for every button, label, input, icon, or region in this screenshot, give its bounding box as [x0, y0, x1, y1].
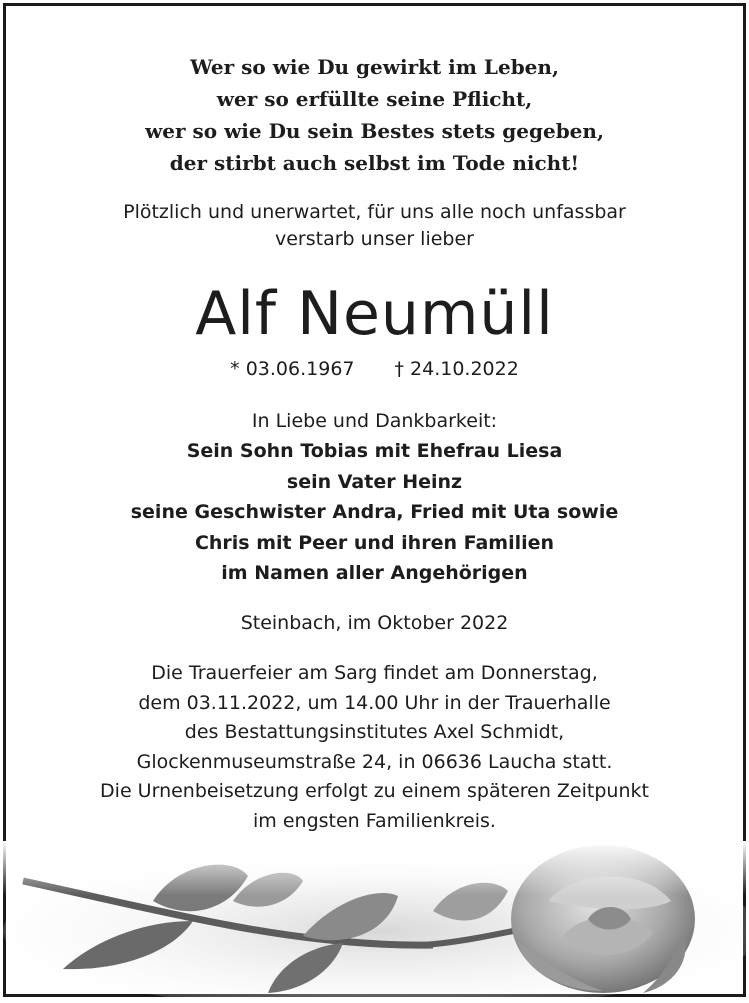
rose-illustration: [3, 841, 746, 997]
ceremony-details: [3, 659, 746, 836]
intro-line: Plötzlich und unerwartet, für uns alle noch unfassbar: [123, 201, 626, 223]
place-and-date: Steinbach, im Oktober 2022: [240, 612, 509, 634]
ceremony-line: im engsten Familienkreis.: [253, 809, 496, 832]
ceremony-line: dem 03.11.2022, um 14.00 Uhr in der Trauerhalle: [138, 691, 611, 714]
mourner-line: Chris mit Peer und ihren Familien: [194, 531, 555, 554]
deceased-name: Alf Neumüll: [195, 279, 554, 349]
intro-line: verstarb unser lieber: [275, 228, 474, 250]
memorial-poem: [3, 51, 746, 179]
obituary-notice: [3, 3, 746, 997]
life-dates: [3, 355, 746, 383]
mourner-line: Sein Sohn Tobias mit Ehefrau Liesa: [186, 440, 563, 462]
announcement-intro: [3, 199, 746, 253]
ceremony-line: des Bestattungsinstitutes Axel Schmidt,: [184, 721, 565, 743]
mourner-line: seine Geschwister Andra, Fried mit Uta sowie: [130, 501, 619, 523]
ceremony-line: Die Urnenbeisetzung erfolgt zu einem späteren Zeitpunkt: [100, 780, 649, 802]
mourners-list: [3, 436, 746, 589]
mourner-line: im Namen aller Angehörigen: [221, 562, 528, 584]
mourners-heading: In Liebe und Dankbarkeit:: [251, 410, 498, 432]
ceremony-line: Die Trauerfeier am Sarg findet am Donnerstag,: [151, 662, 598, 684]
birth-date: * 03.06.1967: [230, 358, 355, 380]
fade-overlay: [3, 841, 746, 997]
poem-line: der stirbt auch selbst im Tode nicht!: [169, 151, 580, 175]
poem-line: wer so wie Du sein Bestes stets gegeben,: [145, 119, 604, 143]
death-date: † 24.10.2022: [394, 358, 519, 380]
ceremony-line: Glockenmuseumstraße 24, in 06636 Laucha statt.: [136, 750, 613, 773]
poem-line: wer so erfüllte seine Pflicht,: [216, 87, 533, 111]
mourner-line: sein Vater Heinz: [286, 470, 463, 493]
poem-line: Wer so wie Du gewirkt im Leben,: [190, 55, 559, 79]
